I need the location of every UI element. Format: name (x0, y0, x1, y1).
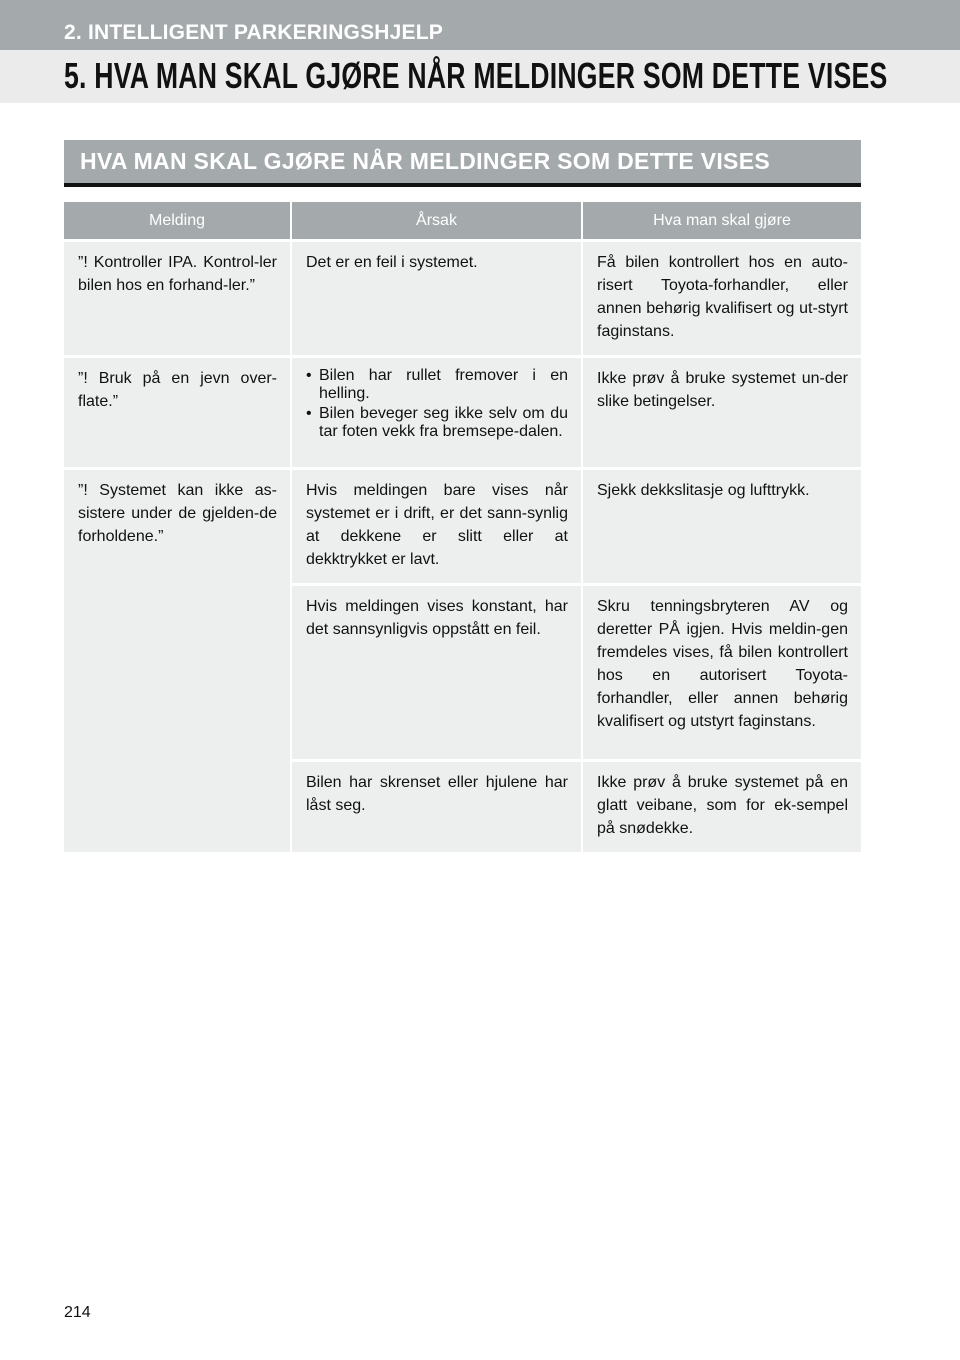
message-cell: ”! Systemet kan ikke as-sistere under de gjelden-de forholdene.” (64, 469, 291, 853)
column-header-action: Hva man skal gjøre (582, 202, 861, 241)
cause-bullet-list (306, 367, 568, 441)
action-cell: Ikke prøv å bruke systemet på en glatt veibane, som for ek-sempel på snødekke. (582, 761, 861, 853)
column-header-cause: Årsak (291, 202, 582, 241)
cause-cell: Hvis meldingen vises konstant, har det sannsynligvis oppstått en feil. (291, 585, 582, 761)
action-cell: Ikke prøv å bruke systemet un-der slike betingelser. (582, 357, 861, 469)
box-heading: HVA MAN SKAL GJØRE NÅR MELDINGER SOM DETTE VISES (80, 148, 770, 174)
message-cell: ”! Bruk på en jevn over-flate.” (64, 357, 291, 469)
section-title: 2. INTELLIGENT PARKERINGSHJELP (64, 21, 443, 44)
page-title: 5. HVA MAN SKAL GJØRE NÅR MELDINGER SOM DETTE VISES (64, 55, 888, 96)
message-table (64, 202, 861, 852)
column-header-message: Melding (64, 202, 291, 241)
message-cell: ”! Kontroller IPA. Kontrol-ler bilen hos en forhand-ler.” (64, 241, 291, 357)
cause-cell: Bilen har skrenset eller hjulene har låst seg. (291, 761, 582, 853)
action-cell: Få bilen kontrollert hos en auto-risert Toyota-forhandler, eller annen behørig kvalifisert og ut-styrt faginstans. (582, 241, 861, 357)
table-row (64, 469, 861, 585)
cause-cell: Hvis meldingen bare vises når systemet er i drift, er det sann-synlig at dekkene er slitt eller at dekktrykket er lavt. (291, 469, 582, 585)
section-bar (0, 0, 960, 50)
table-row (64, 241, 861, 357)
action-cell: Skru tenningsbryteren AV og deretter PÅ igjen. Hvis meldin-gen fremdeles vises, få bilen kontrollert hos en autorisert Toyota-forhandler, eller annen behørig kvalifisert og utstyrt faginstans. (582, 585, 861, 761)
action-cell: Sjekk dekkslitasje og lufttrykk. (582, 469, 861, 585)
list-item: • Bilen beveger seg ikke selv om du tar foten vekk fra bremsepe-dalen. (306, 405, 568, 441)
cause-cell (291, 357, 582, 469)
cause-cell: Det er en feil i systemet. (291, 241, 582, 357)
page-number: 214 (64, 1304, 91, 1321)
list-item: • Bilen har rullet fremover i en helling. (306, 367, 568, 403)
table-header-row (64, 202, 861, 241)
box-heading-bar (64, 140, 861, 187)
table-row (64, 357, 861, 469)
